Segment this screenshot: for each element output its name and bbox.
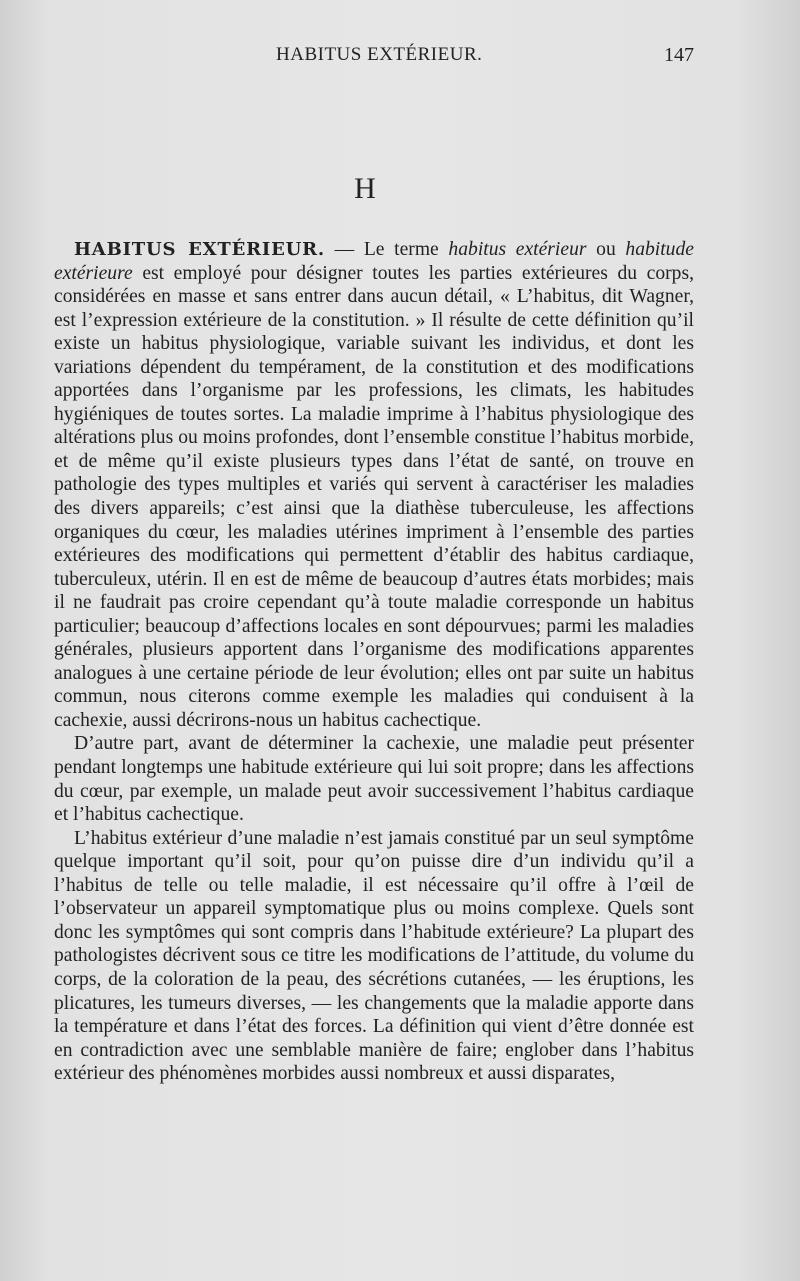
section-letter: H	[354, 172, 376, 205]
running-title: HABITUS EXTÉRIEUR.	[276, 44, 483, 65]
term-italic: habitude extérieure	[54, 239, 694, 284]
paragraph: D’autre part, avant de déterminer la cachexie, une maladie peut présenter pendant longtemps une habitude extérieure qui lui soit propre; dans les affections du cœur, par exemple, un malade peut avoir successivement l’habitus cardiaque et l’habitus cachectique.	[54, 733, 694, 826]
term-italic: habitus extérieur	[448, 239, 587, 260]
page-number: 147	[664, 44, 694, 66]
entry-dash: — Le terme	[334, 239, 439, 260]
body-text	[54, 238, 694, 1086]
entry-headword: HABITUS EXTÉRIEUR.	[74, 239, 325, 260]
running-head	[54, 44, 694, 70]
conjunction: ou	[596, 239, 616, 260]
paragraph: L’habitus extérieur d’une maladie n’est jamais constitué par un seul symptôme quelque important qu’il soit, pour qu’on puisse dire d’un individu qu’il a l’habitus de telle ou telle maladie, il est nécessaire qu’il offre à l’œil de l’observateur un appareil symptomatique plus ou moins complexe. Quels sont donc les symptômes qui sont compris dans l’habitude extérieure? La plupart des pathologistes décrivent sous ce titre les modifications de l’attitude, du volume du corps, de la coloration de la peau, des sécrétions cutanées, — les éruptions, les plicatures, les tumeurs diverses, — les changements que la maladie apporte dans la température et dans l’état des forces. La définition qui vient d’être donnée est en contradiction avec une semblable manière de faire; englober dans l’habitus extérieur des phénomènes morbides aussi nombreux et aussi disparates,	[54, 827, 694, 1085]
paragraph-text: est employé pour désigner toutes les parties extérieures du corps, considérées en masse et sans entrer dans aucun détail, « L’habitus, dit Wagner, est l’expression extérieure de la constitution. » Il résulte de cette définition qu’il existe un habitus physiologique, variable suivant les individus, et dont les variations dépendent du tempérament, de la constitution et des modifications apportées dans l’organisme par les professions, les climats, les habitudes hygiéniques de toutes sortes. La maladie imprime à l’habitus physiologique des altérations plus ou moins profondes, dont l’ensemble constitue l’habitus morbide, et de même qu’il existe plusieurs types dans l’état de santé, on trouve en pathologie des types multiples et variés qui servent à caractériser les maladies des divers appareils; c’est ainsi que la diathèse tuberculeuse, les affections organiques du cœur, les maladies utérines impriment à l’ensemble des parties extérieures des modifications qui permettent d’établir des habitus cardiaque, tuberculeux, utérin. Il en est de même de beaucoup d’autres états morbides; mais il ne faudrait pas croire cependant qu’à toute maladie corresponde un habitus particulier; beaucoup d’affections locales en sont dépourvues; parmi les maladies générales, plusieurs apportent dans l’organisme des modifications apparentes analogues à une certaine période de leur évolution; elles ont par suite un habitus commun, nous citerons comme exemple les maladies qui conduisent à la cachexie, aussi décrirons-nous un habitus cachectique.	[54, 262, 694, 731]
paragraph	[54, 238, 694, 732]
